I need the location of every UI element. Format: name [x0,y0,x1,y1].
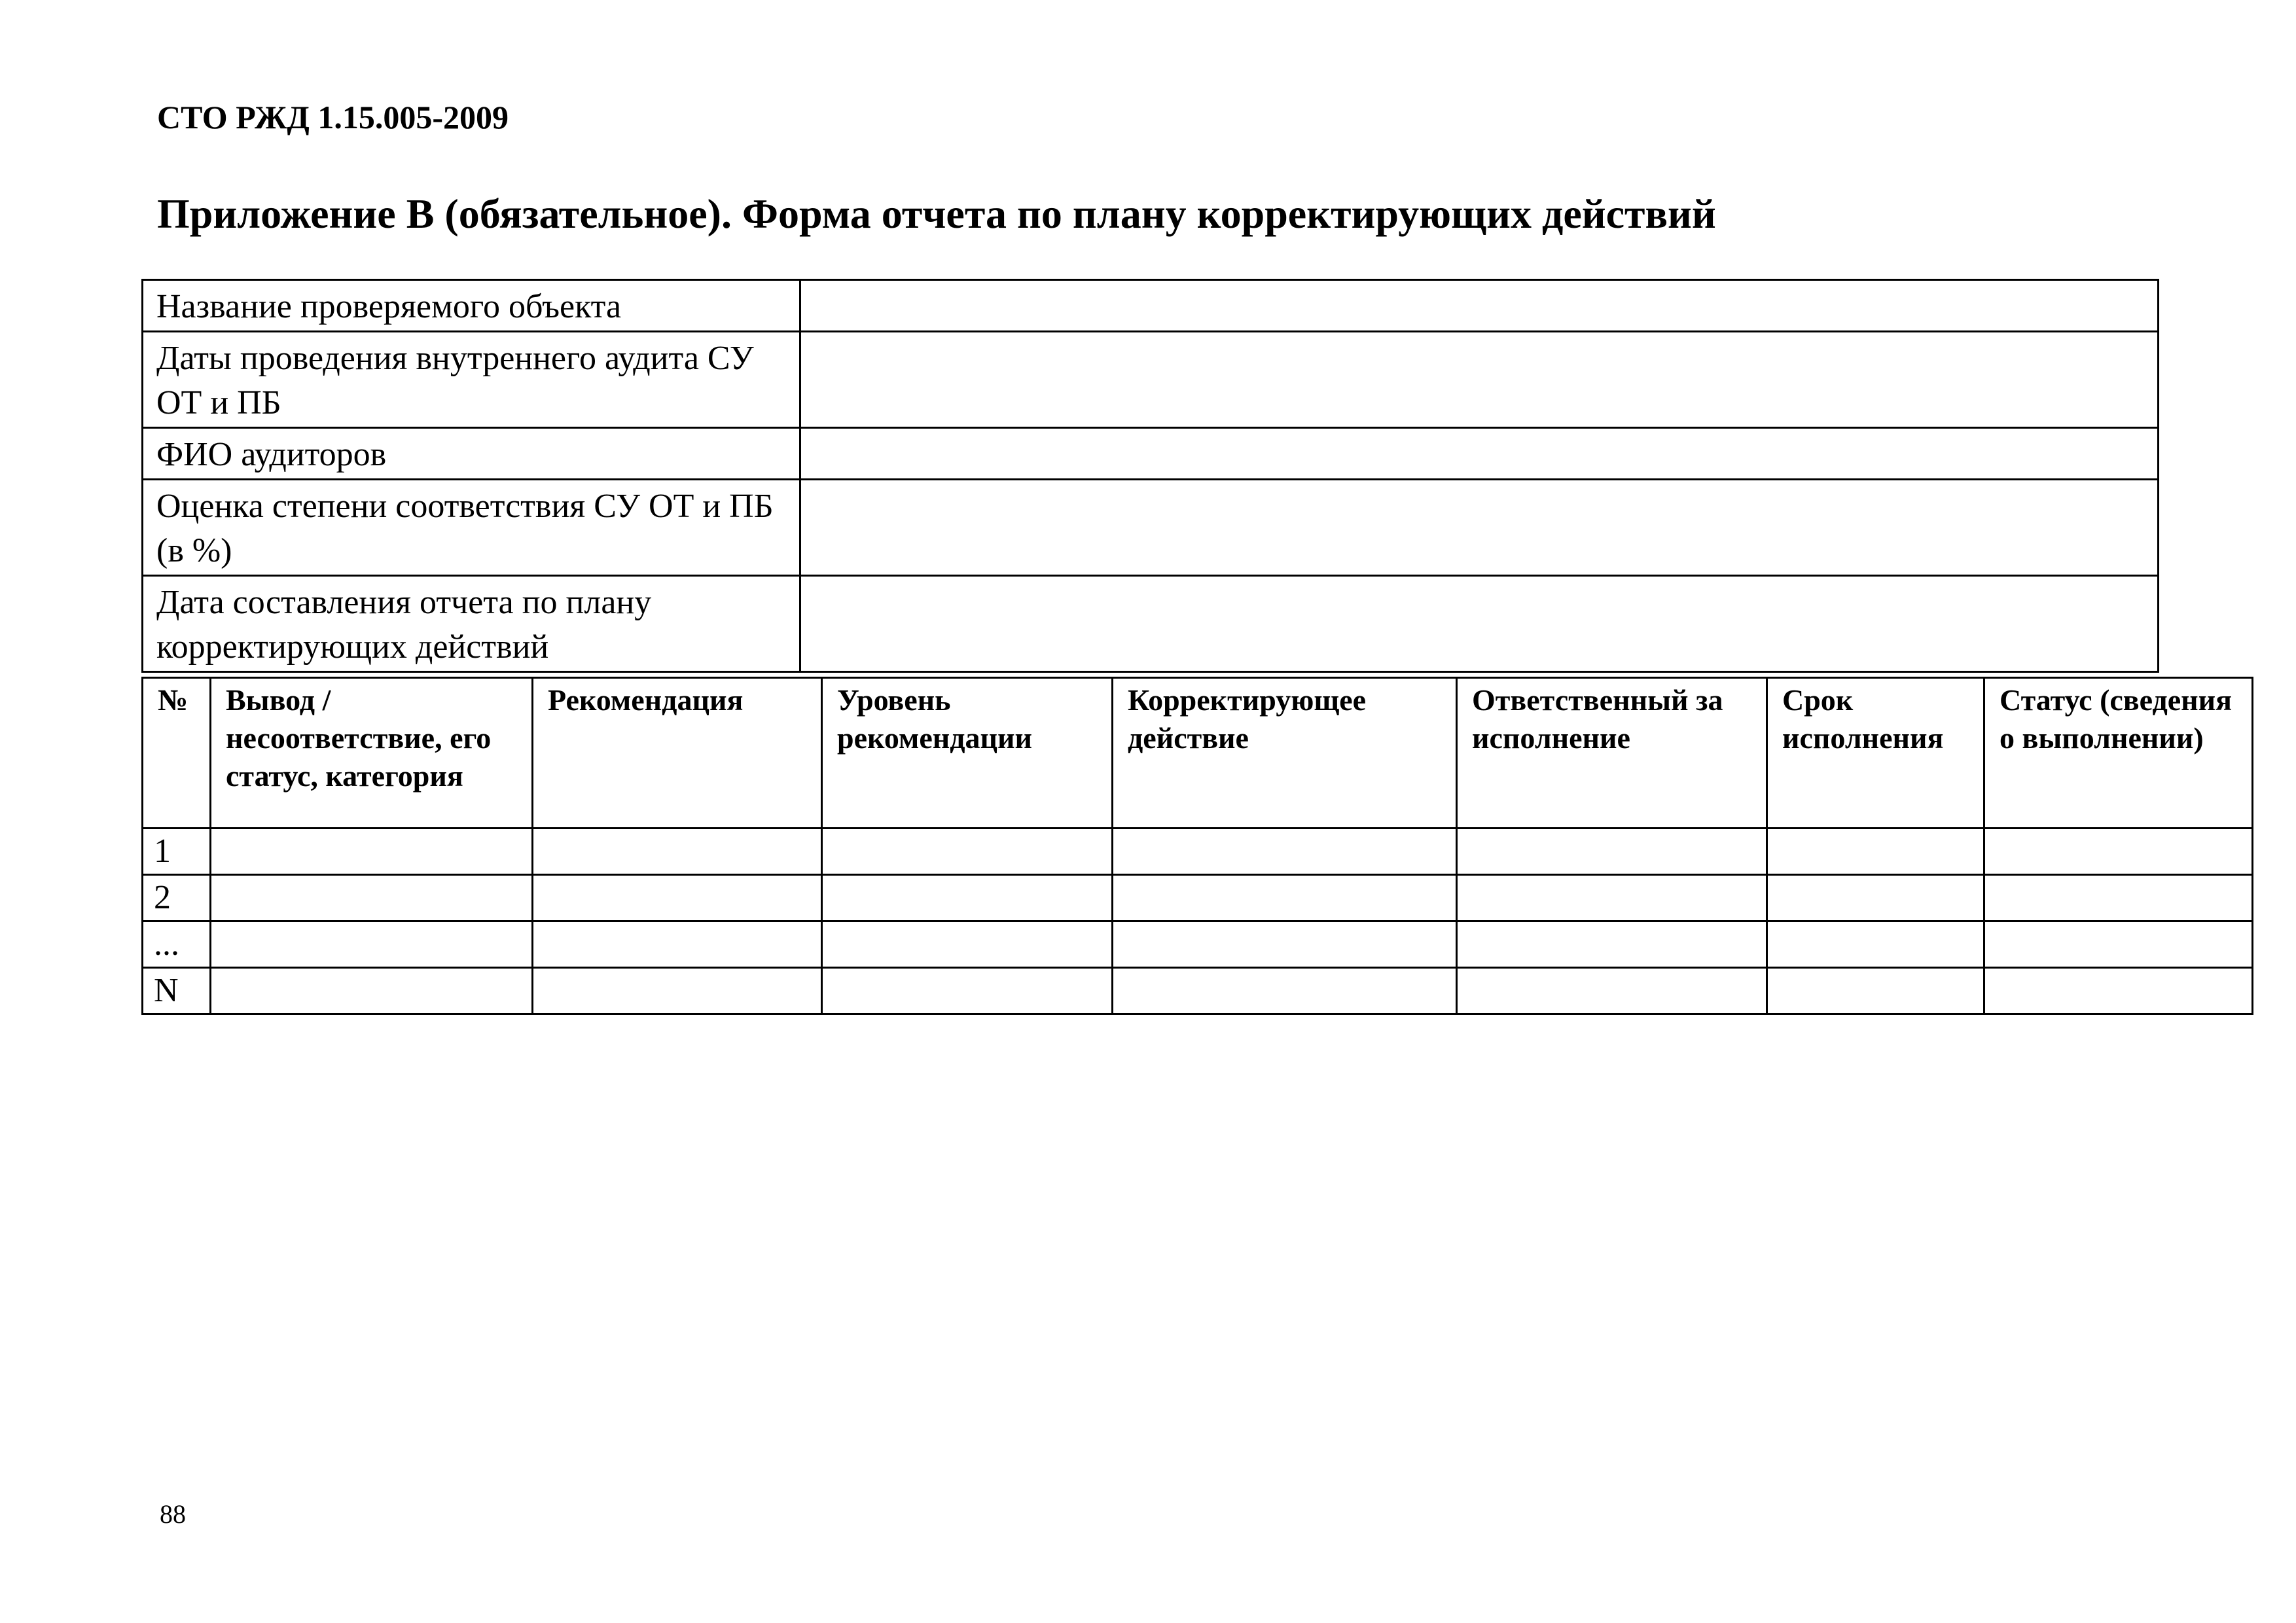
table-cell[interactable] [1984,968,2253,1014]
table-row [143,968,2253,1014]
info-value[interactable] [800,332,2159,428]
page-number: 88 [160,1499,186,1529]
corrective-actions-table [141,677,2253,1015]
document-code: СТО РЖД 1.15.005-2009 [157,99,509,135]
table-cell[interactable] [211,875,533,921]
table-cell[interactable] [533,829,822,875]
row-number: N [143,968,211,1014]
table-cell[interactable] [1767,968,1984,1014]
table-cell[interactable] [1767,921,1984,968]
table-cell[interactable] [533,968,822,1014]
table-cell[interactable] [211,829,533,875]
table-row [143,428,2159,480]
table-cell[interactable] [1984,829,2253,875]
table-cell[interactable] [1113,921,1457,968]
table-cell[interactable] [822,875,1113,921]
column-header-responsible: Ответственный за исполнение [1457,678,1767,829]
table-cell[interactable] [1767,829,1984,875]
row-number: 2 [143,875,211,921]
table-cell[interactable] [533,921,822,968]
table-cell[interactable] [1457,829,1767,875]
table-row [143,332,2159,428]
table-cell[interactable] [822,968,1113,1014]
table-row [143,480,2159,576]
table-row [143,875,2253,921]
table-row [143,576,2159,672]
column-header-recommendation-level: Уровень рекомендации [822,678,1113,829]
info-label: Дата составления отчета по плану корректирующих действий [143,576,800,672]
info-label: Название проверяемого объекта [143,280,800,332]
row-number: 1 [143,829,211,875]
info-label: ФИО аудиторов [143,428,800,480]
table-cell[interactable] [1113,968,1457,1014]
table-cell[interactable] [1113,829,1457,875]
column-header-recommendation: Рекомендация [533,678,822,829]
audit-info-table [141,279,2159,673]
row-number: ... [143,921,211,968]
table-cell[interactable] [211,921,533,968]
info-value[interactable] [800,428,2159,480]
table-cell[interactable] [1984,875,2253,921]
table-cell[interactable] [1457,921,1767,968]
table-row [143,829,2253,875]
table-header-row [143,678,2253,829]
table-cell[interactable] [1984,921,2253,968]
column-header-status: Статус (сведения о выполнении) [1984,678,2253,829]
table-cell[interactable] [822,829,1113,875]
info-value[interactable] [800,280,2159,332]
table-cell[interactable] [1457,875,1767,921]
info-value[interactable] [800,480,2159,576]
column-header-corrective-action: Корректирующее действие [1113,678,1457,829]
table-cell[interactable] [1767,875,1984,921]
column-header-finding: Вывод /несоответствие, его статус, категория [211,678,533,829]
table-cell[interactable] [211,968,533,1014]
table-cell[interactable] [822,921,1113,968]
table-row [143,921,2253,968]
info-label: Оценка степени соответствия СУ ОТ и ПБ (в %) [143,480,800,576]
table-cell[interactable] [1457,968,1767,1014]
table-cell[interactable] [1113,875,1457,921]
table-row [143,280,2159,332]
table-cell[interactable] [533,875,822,921]
info-label: Даты проведения внутреннего аудита СУ ОТ и ПБ [143,332,800,428]
column-header-number: № [143,678,211,829]
info-value[interactable] [800,576,2159,672]
column-header-deadline: Срок исполнения [1767,678,1984,829]
appendix-title: Приложение В (обязательное). Форма отчета по плану корректирующих действий [157,190,1716,237]
